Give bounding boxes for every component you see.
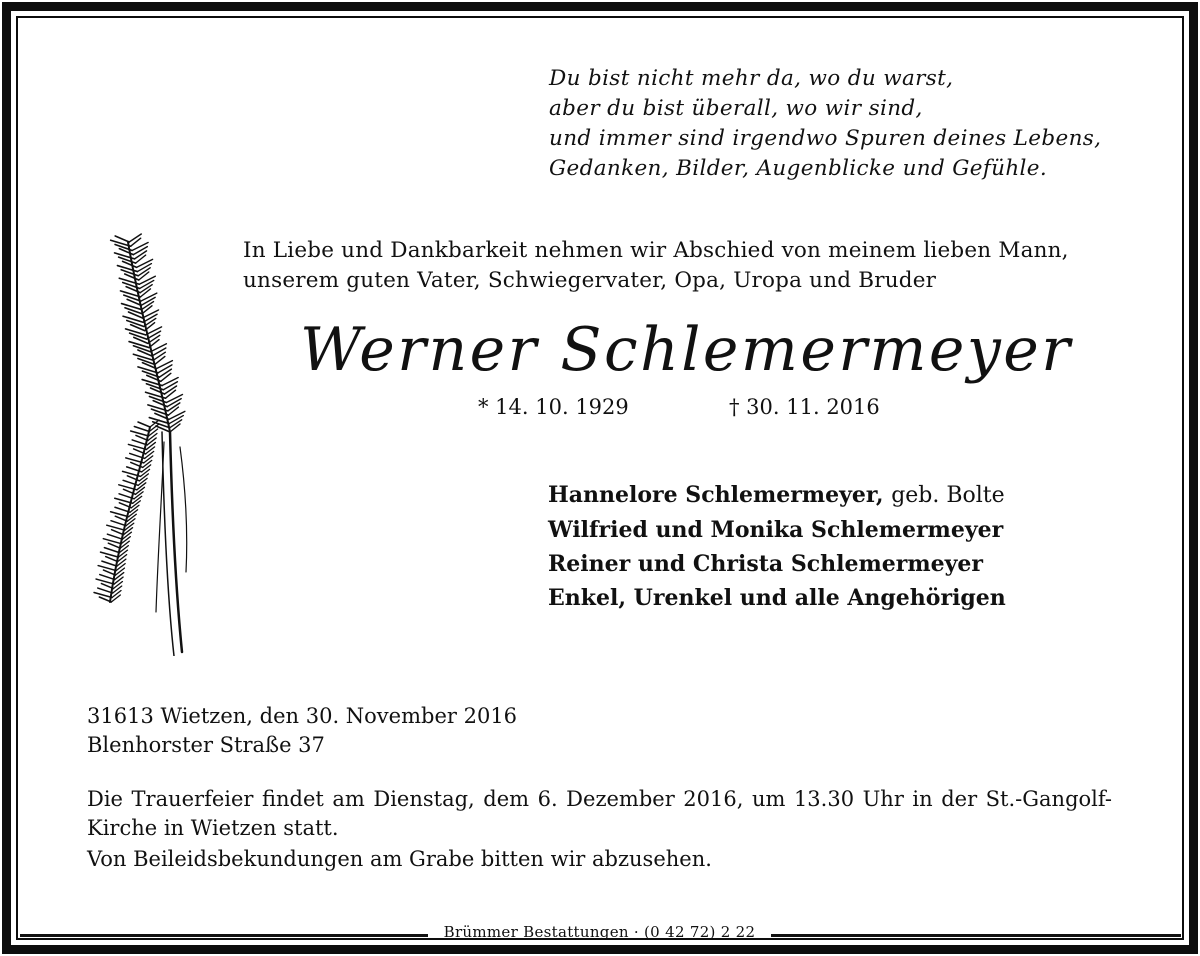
intro-line: unserem guten Vater, Schwiegervater, Opa, Uropa und Bruder: [243, 268, 937, 293]
mourner-line: Enkel, Urenkel und alle Angehörigen: [548, 585, 1006, 611]
intro-line: In Liebe und Dankbarkeit nehmen wir Abschied von meinem lieben Mann,: [243, 238, 1069, 263]
mourner-line: [548, 478, 1168, 513]
footer-rule-left: [20, 934, 428, 937]
mourner-line: Wilfried und Monika Schlemermeyer: [548, 517, 1004, 543]
footer-credit: Brümmer Bestattungen · (0 42 72) 2 22: [443, 923, 756, 941]
mourners-list: [548, 478, 1168, 615]
birth-date: * 14. 10. 1929: [478, 395, 629, 419]
wheat-stalk-icon: [90, 232, 200, 656]
funeral-info: Die Trauerfeier findet am Dienstag, dem 6. Dezember 2016, um 13.30 Uhr in der St.-Gangolf-Kirche in Wietzen statt.: [87, 787, 1112, 840]
condolence-note: Von Beileidsbekundungen am Grabe bitten wir abzusehen.: [87, 847, 712, 871]
death-date: † 30. 11. 2016: [729, 395, 880, 419]
footer-rule-right: [771, 934, 1181, 937]
poem-line: Gedanken, Bilder, Augenblicke und Gefühle.: [549, 156, 1048, 181]
mourner-line: Reiner und Christa Schlemermeyer: [548, 551, 983, 577]
poem: [549, 64, 1169, 184]
poem-line: und immer sind irgendwo Spuren deines Lebens,: [549, 126, 1102, 151]
intro-text: [243, 236, 1143, 296]
deceased-name: Werner Schlemermeyer: [300, 315, 1073, 385]
mourner-name: Hannelore Schlemermeyer,: [548, 482, 884, 508]
poem-line: Du bist nicht mehr da, wo du warst,: [549, 66, 954, 91]
poem-line: aber du bist überall, wo wir sind,: [549, 96, 923, 121]
street-address: Blenhorster Straße 37: [87, 733, 325, 757]
address-block: [87, 702, 787, 760]
place-date: 31613 Wietzen, den 30. November 2016: [87, 704, 518, 728]
maiden-name: geb. Bolte: [891, 483, 1005, 508]
